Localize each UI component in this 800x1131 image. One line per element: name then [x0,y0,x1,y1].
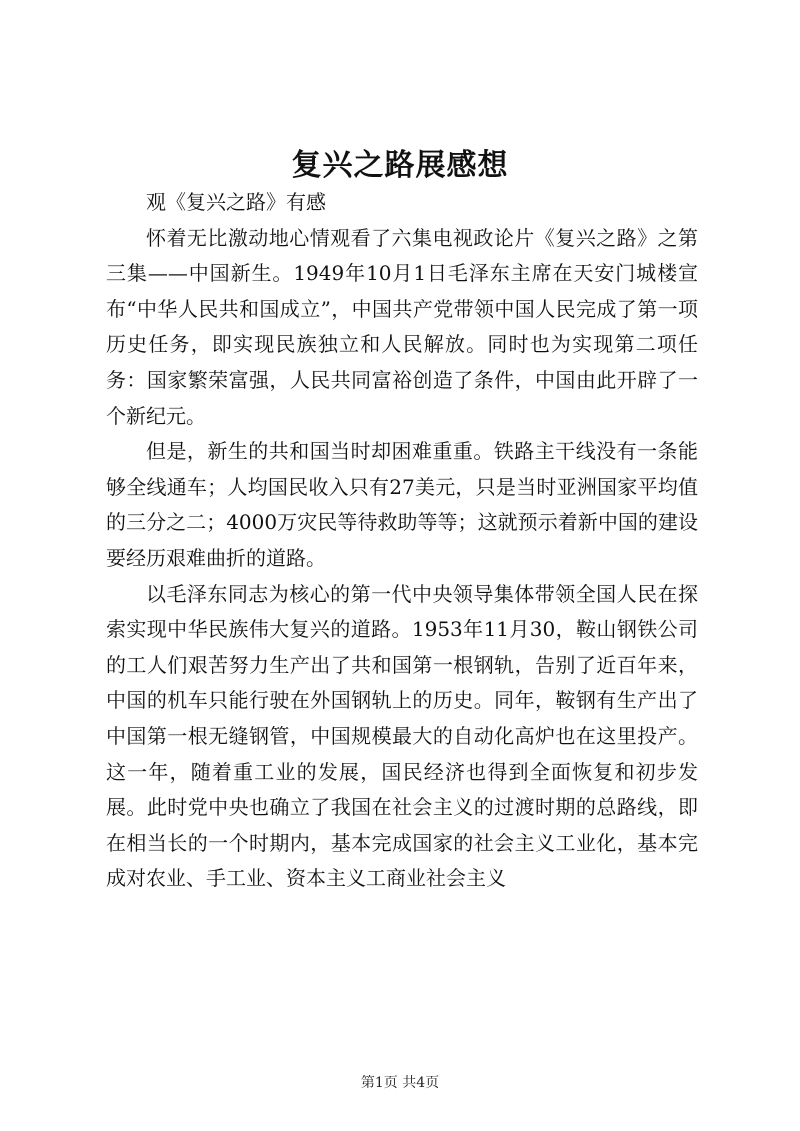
paragraph-2: 但是，新生的共和国当时却困难重重。铁路主干线没有一条能够全线通车；人均国民收入只有27美元，只是当时亚洲国家平均值的三分之二；4000万灾民等待救助等等；这就预示着新中国的建设要经历艰难曲折的道路。 [106,439,698,570]
paragraph-subtitle: 观《复兴之路》有感 [146,190,326,214]
page-number-footer: 第1页 共4页 [360,1075,440,1091]
document-body [106,185,698,897]
paragraph-1: 怀着无比激动地心情观看了六集电视政论片《复兴之路》之第三集——中国新生。1949年10月1日毛泽东主席在天安门城楼宣布“中华人民共和国成立”，中国共产党带领中国人民完成了第一项历史任务，即实现民族独立和人民解放。同时也为实现第二项任务：国家繁荣富强，人民共同富裕创造了条件，中国由此开辟了一个新纪元。 [106,225,698,428]
document-title: 复兴之路展感想 [291,148,509,183]
paragraph-3: 以毛泽东同志为核心的第一代中央领导集体带领全国人民在探索实现中华民族伟大复兴的道路。1953年11月30，鞍山钢铁公司的工人们艰苦努力生产出了共和国第一根钢轨，告别了近百年来，中国的机车只能行驶在外国钢轨上的历史。同年，鞍钢有生产出了中国第一根无缝钢管，中国规模最大的自动化高炉也在这里投产。这一年，随着重工业的发展，国民经济也得到全面恢复和初步发展。此时党中央也确立了我国在社会主义的过渡时期的总路线，即在相当长的一个时期内，基本完成国家的社会主义工业化，基本完成对农业、手工业、资本主义工商业社会主义 [106,581,698,891]
